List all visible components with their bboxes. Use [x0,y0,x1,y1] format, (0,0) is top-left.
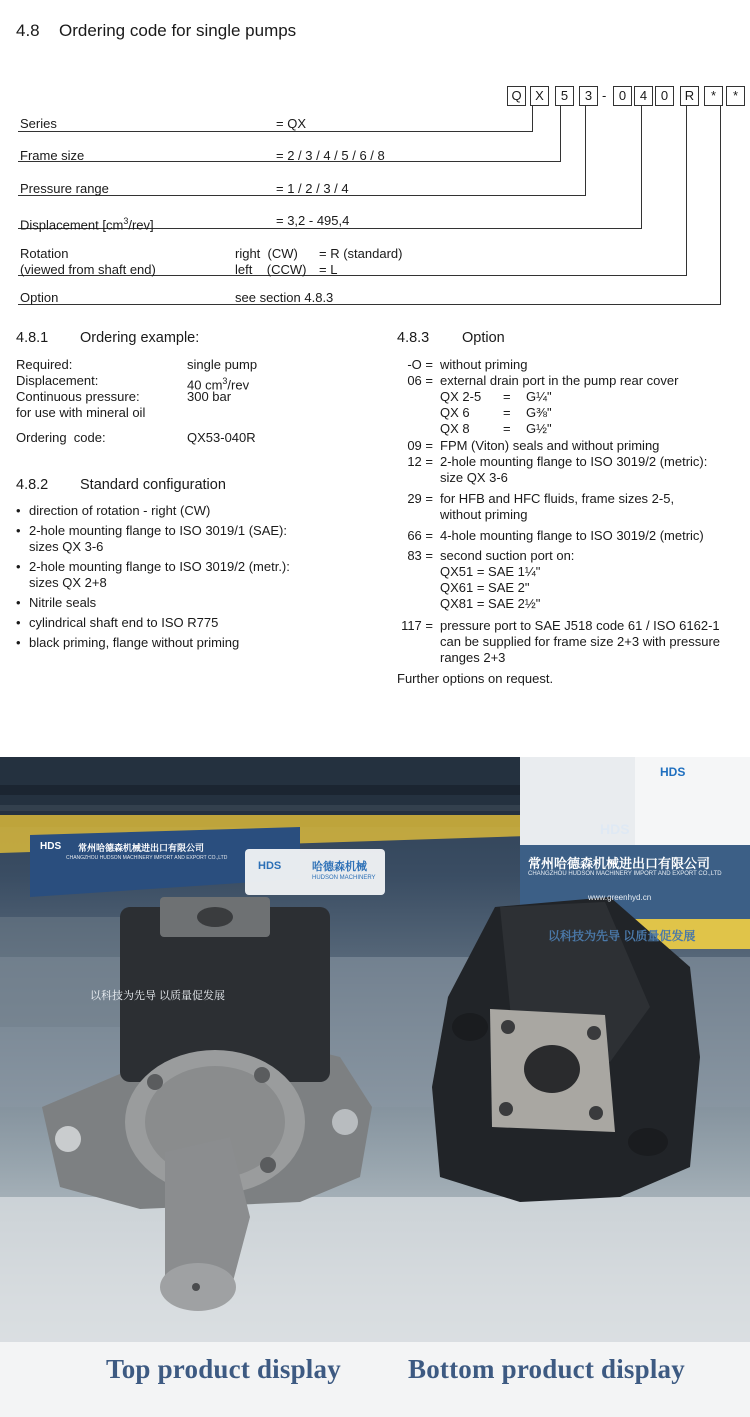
option-footer: Further options on request. [397,671,554,686]
option-text: for HFB and HFC fluids, frame sizes 2-5, [440,491,675,506]
option-text: FPM (Viton) seals and without priming [440,438,660,453]
pump-port [524,1045,580,1093]
standard-title: Standard configuration [80,477,226,493]
example-label: Displacement: [16,373,99,388]
option-sub-eq: = [503,421,511,436]
option-code: 83 = [407,548,433,563]
option-text: without priming [440,507,528,522]
bolt-hole [499,1102,513,1116]
flange-hole [332,1109,358,1135]
pump-port [197,907,233,927]
truss [0,805,560,811]
option-text: QX61 = SAE 2" [440,580,530,595]
row-displacement-value: = 3,2 - 495,4 [276,213,350,228]
ordering-code-label: Ordering code: [16,430,106,445]
section-title: Ordering code for single pumps [59,21,297,40]
option-sub-value: G½" [526,421,552,436]
example-title: Ordering example: [80,330,200,346]
example-value: single pump [187,357,258,372]
list-item: • Nitrile seals [16,595,290,611]
option-text: can be supplied for frame size 2+3 with pressure [440,634,721,649]
code-box: 0 [655,86,674,106]
row-rotation-label: Rotation [20,246,69,261]
option-code: 66 = [407,528,433,543]
option-text: QX81 = SAE 2½" [440,596,541,611]
pump-side-boss [452,1013,488,1041]
code-box: 5 [555,86,574,106]
option-text: 2-hole mounting flange to ISO 3019/2 (metric): [440,454,708,469]
list-item: • 2-hole mounting flange to ISO 3019/2 (metr.): sizes QX 2+8 [16,559,290,591]
booth-center-sign-cn: 哈德森机械 [312,861,367,873]
list-item: • 2-hole mounting flange to ISO 3019/1 (SAE): sizes QX 3-6 [16,523,290,555]
booth-tower-brand: HDS [600,821,630,837]
option-text: without priming [440,357,528,372]
booth-url: www.greenhyd.cn [588,893,652,902]
bolt-hole [501,1020,515,1034]
option-sub-eq: = [503,405,511,420]
option-sub-size: QX 2-5 [440,389,482,404]
example-value: 40 $cm^3$/rev [187,376,250,393]
option-sub-size: QX 6 [440,405,470,420]
option-text: ranges 2+3 [440,650,506,665]
row-series-value: = QX [276,116,306,131]
example-label: Continuous pressure: [16,389,140,404]
bolt-hole [589,1106,603,1120]
option-code: 29 = [407,491,433,506]
list-item: • direction of rotation - right (CW) [16,503,290,519]
option-text: external drain port in the pump rear cover [440,373,679,388]
row-series-label: Series [20,116,57,131]
example-number: 4.8.1 [16,330,49,346]
bolt [147,1074,163,1090]
row-displacement-label: Displacement $[cm^3/rev]$ [20,216,154,233]
rotation-right-value: = R (standard) [319,246,403,261]
product-photo [0,757,750,1417]
code-box: X [530,86,549,106]
option-code: -O = [407,357,433,372]
booth-center-sign-en: HUDSON MACHINERY [312,875,376,881]
booth-company-cn-left: 常州哈德森机械进出口有限公司 [78,843,205,853]
section-number: 4.8 [16,21,40,40]
booth-company-en-left: CHANGZHOU HUDSON MACHINERY IMPORT AND EXPORT CO.,LTD [66,855,228,861]
row-pressure-value: = 1 / 2 / 3 / 4 [276,181,349,196]
option-code: 117 = [401,618,433,633]
booth-company-cn-right: 常州哈德森机械进出口有限公司 [528,856,711,871]
option-title: Option [462,330,505,346]
ordering-code-value: QX53-040R [187,430,256,445]
option-code: 12 = [407,454,433,469]
pump-side-boss [628,1128,668,1156]
rotation-right: right (CW) [235,246,298,261]
bolt [254,1067,270,1083]
rotation-left-value: = L [319,262,338,277]
booth-slogan-left: 以科技为先导 以质量促发展 [90,990,226,1002]
booth-sign [635,757,750,845]
option-sub-value: G¼" [526,389,552,404]
caption-top-product: Top product display [106,1354,341,1384]
bolt-hole [587,1026,601,1040]
option-text: QX51 = SAE 1¼" [440,564,541,579]
list-item: • black priming, flange without priming [16,635,290,651]
bolt [260,1157,276,1173]
option-text: pressure port to SAE J518 code 61 / ISO 6162-1 [440,618,720,633]
example-label: for use with mineral oil [16,405,146,420]
list-item: • cylindrical shaft end to ISO R775 [16,615,290,631]
standard-list [16,503,290,651]
code-box: 3 [579,86,598,106]
code-box: Q [507,86,526,106]
booth-slogan-right: 以科技为先导 以质量促发展 [548,929,696,943]
row-frame-size-value: = 2 / 3 / 4 / 5 / 6 / 8 [276,148,385,163]
example-label: Required: [16,357,73,372]
option-text: second suction port on: [440,548,575,563]
code-box: R [680,86,699,106]
booth-sign-brand: HDS [660,765,686,779]
row-frame-size-label: Frame size [20,148,85,163]
flange-hole [55,1126,81,1152]
option-text: size QX 3-6 [440,470,508,485]
rotation-left: left (CCW) [235,262,307,277]
option-code: 06 = [407,373,433,388]
code-separator: - [602,88,607,103]
booth-center-brand: HDS [258,860,282,872]
code-box: * [704,86,723,106]
option-number: 4.8.3 [397,330,430,346]
booth-brand-left: HDS [40,841,62,852]
booth-company-en-right: CHANGZHOU HUDSON MACHINERY IMPORT AND EXPORT CO.,LTD [528,871,722,877]
row-option-value: see section 4.8.3 [235,290,334,305]
code-box: * [726,86,745,106]
code-box: 4 [634,86,653,106]
option-sub-value: G⅜" [526,405,552,420]
caption-bottom-product: Bottom product display [408,1354,685,1384]
code-box: 0 [613,86,632,106]
row-option-label: Option [20,290,59,305]
row-rotation-sublabel: (viewed from shaft end) [20,262,156,277]
example-value: 300 bar [187,389,232,404]
option-text: 4-hole mounting flange to ISO 3019/2 (metric) [440,528,704,543]
option-sub-eq: = [503,389,511,404]
standard-number: 4.8.2 [16,477,49,493]
option-sub-size: QX 8 [440,421,470,436]
row-pressure-label: Pressure range [20,181,109,196]
option-code: 09 = [407,438,433,453]
shaft-center [192,1283,200,1291]
